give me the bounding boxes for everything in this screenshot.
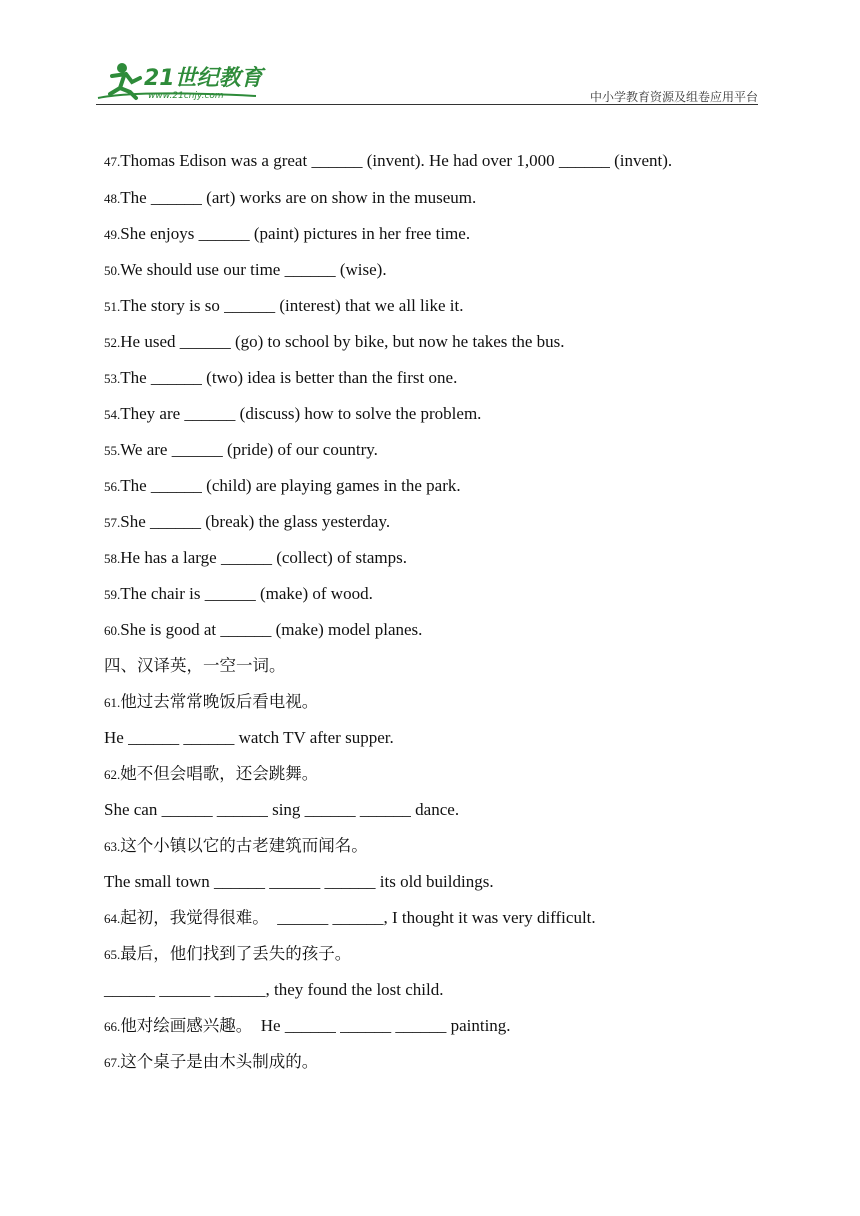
question-number: 55. xyxy=(104,443,121,458)
chinese-sentence: 这个小镇以它的古老建筑而闻名。 xyxy=(120,836,368,855)
question-number: 66. xyxy=(104,1019,121,1034)
question-text: The ______ (art) works are on show in the museum. xyxy=(120,188,477,207)
chinese-sentence: 起初，我觉得很难。 xyxy=(120,908,269,927)
question-52 xyxy=(104,329,724,355)
question-63-answer: The small town ______ ______ ______ its old buildings. xyxy=(104,872,494,891)
question-56 xyxy=(104,473,724,499)
answer-line: ______ ______, I thought it was very difficult. xyxy=(277,908,596,927)
question-63-prompt xyxy=(104,833,724,859)
question-text: She ______ (break) the glass yesterday. xyxy=(120,512,391,531)
question-text: We should use our time ______ (wise). xyxy=(120,260,387,279)
question-number: 57. xyxy=(104,515,121,530)
chinese-sentence: 最后，他们找到了丢失的孩子。 xyxy=(120,944,352,963)
chinese-sentence: 他过去常常晚饭后看电视。 xyxy=(120,692,319,711)
question-number: 60. xyxy=(104,623,121,638)
question-text: The chair is ______ (make) of wood. xyxy=(120,584,373,603)
question-number: 64. xyxy=(104,911,121,926)
section-heading: 四、汉译英，一空一词。 xyxy=(104,656,286,675)
question-62-answer: She can ______ ______ sing ______ ______ dance. xyxy=(104,800,460,819)
question-text: He has a large ______ (collect) of stamps. xyxy=(120,548,407,567)
question-49 xyxy=(104,221,724,247)
question-62-prompt xyxy=(104,761,724,787)
chinese-sentence: 他对绘画感兴趣。 xyxy=(120,1016,253,1035)
question-number: 56. xyxy=(104,479,121,494)
chinese-sentence: 这个桌子是由木头制成的。 xyxy=(120,1052,319,1071)
question-text: She enjoys ______ (paint) pictures in her free time. xyxy=(120,224,471,243)
question-text: The ______ (child) are playing games in the park. xyxy=(120,476,461,495)
question-number: 59. xyxy=(104,587,121,602)
question-58 xyxy=(104,545,724,571)
question-59 xyxy=(104,581,724,607)
question-47 xyxy=(104,148,724,175)
question-61-answer: He ______ ______ watch TV after supper. xyxy=(104,728,394,747)
header-divider xyxy=(96,104,758,105)
chinese-sentence: 她不但会唱歌，还会跳舞。 xyxy=(120,764,319,783)
question-55 xyxy=(104,437,724,463)
question-number: 65. xyxy=(104,947,121,962)
question-number: 47. xyxy=(104,154,121,169)
worksheet-content xyxy=(104,148,724,1085)
question-number: 51. xyxy=(104,299,121,314)
question-66 xyxy=(104,1013,724,1039)
answer-line: He ______ ______ ______ painting. xyxy=(260,1016,511,1035)
question-64 xyxy=(104,905,724,931)
question-65-prompt xyxy=(104,941,724,967)
question-57 xyxy=(104,509,724,535)
question-65-answer: ______ ______ ______, they found the lost child. xyxy=(104,980,444,999)
question-53 xyxy=(104,365,724,391)
question-61-prompt xyxy=(104,689,724,715)
question-number: 62. xyxy=(104,767,121,782)
page-header xyxy=(96,56,758,106)
svg-text:21世纪教育: 21世纪教育 xyxy=(144,66,263,91)
question-number: 61. xyxy=(104,695,121,710)
question-54 xyxy=(104,401,724,427)
question-60 xyxy=(104,617,724,643)
question-text: The ______ (two) idea is better than the first one. xyxy=(120,368,458,387)
question-number: 58. xyxy=(104,551,121,566)
question-number: 52. xyxy=(104,335,121,350)
question-50 xyxy=(104,257,724,283)
question-number: 54. xyxy=(104,407,121,422)
question-text: He used ______ (go) to school by bike, but now he takes the bus. xyxy=(120,332,565,351)
question-number: 67. xyxy=(104,1055,121,1070)
question-67-prompt xyxy=(104,1049,724,1075)
svg-text:www.21cnjy.com: www.21cnjy.com xyxy=(148,91,224,101)
question-48 xyxy=(104,185,724,211)
question-text: Thomas Edison was a great ______ (invent). He had over 1,000 ______ (invent). xyxy=(120,151,673,170)
question-number: 50. xyxy=(104,263,121,278)
question-51 xyxy=(104,293,724,319)
21cnjy-logo xyxy=(96,58,266,104)
question-number: 53. xyxy=(104,371,121,386)
question-number: 49. xyxy=(104,227,121,242)
platform-name: 中小学教育资源及组卷应用平台 xyxy=(589,90,758,104)
question-text: We are ______ (pride) of our country. xyxy=(120,440,378,459)
question-number: 48. xyxy=(104,191,121,206)
question-text: The story is so ______ (interest) that we all like it. xyxy=(120,296,464,315)
question-number: 63. xyxy=(104,839,121,854)
question-text: They are ______ (discuss) how to solve the problem. xyxy=(120,404,482,423)
question-text: She is good at ______ (make) model planes. xyxy=(120,620,423,639)
